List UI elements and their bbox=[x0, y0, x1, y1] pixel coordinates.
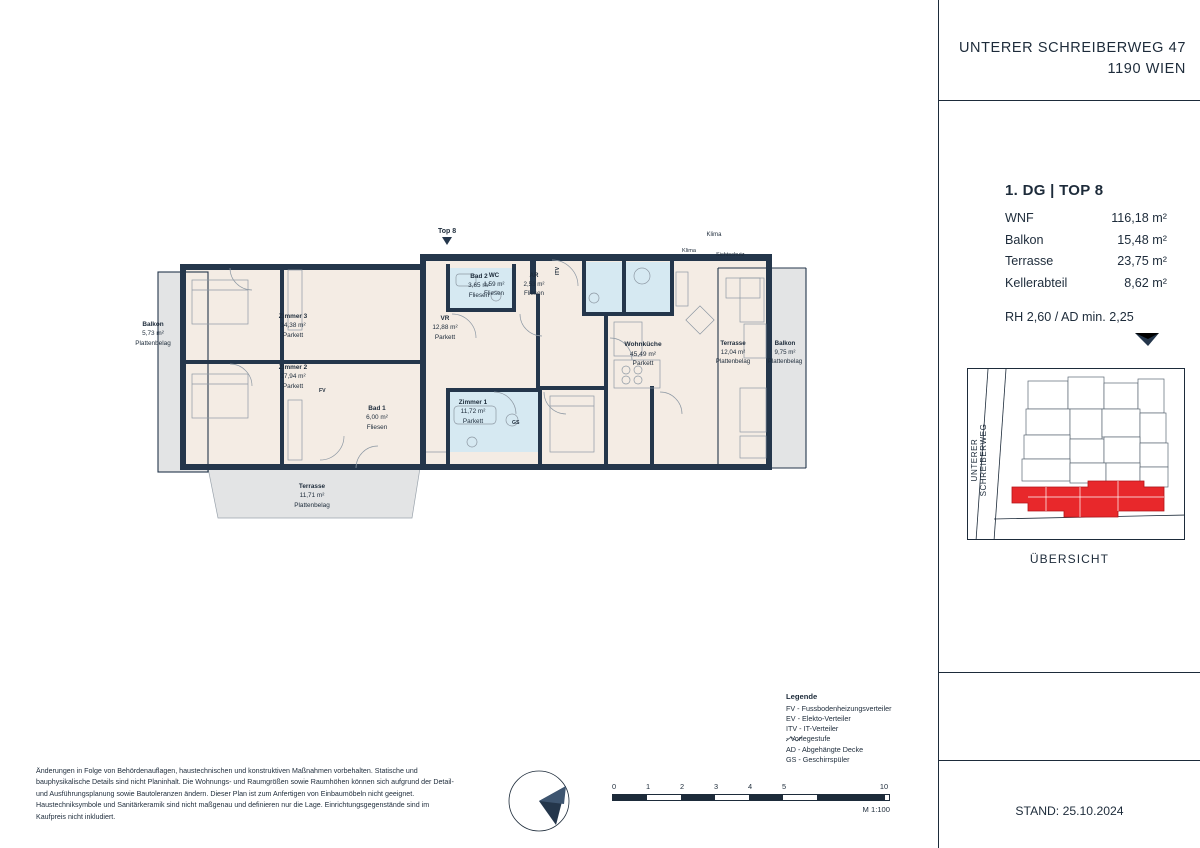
area-value: 8,62 m² bbox=[1124, 275, 1167, 290]
scale-tick: 3 bbox=[713, 782, 719, 791]
scale-tick: 5 bbox=[781, 782, 787, 791]
svg-text:Klima: Klima bbox=[706, 232, 722, 238]
legend-item: - Vorlegestufe bbox=[786, 734, 831, 744]
room-label-balkon-east: Balkon 9,75 m² Plattenbelag bbox=[767, 340, 803, 365]
table-row bbox=[1005, 273, 1167, 295]
area-value: 23,75 m² bbox=[1117, 254, 1167, 269]
area-value: 116,18 m² bbox=[1111, 211, 1167, 225]
legend-title: Legende bbox=[786, 692, 818, 701]
room-label-balkon-west: Balkon 5,73 m² Plattenbelag bbox=[135, 321, 171, 347]
address-line-2: 1190 WIEN bbox=[1107, 61, 1186, 78]
unit-entry-tag-label: Top 8 bbox=[438, 228, 457, 235]
room-label-bad-2: Bad 2 3,65 m² Fliesen bbox=[468, 273, 490, 299]
overview-street-label: UNTERER SCHREIBERWEG bbox=[970, 423, 988, 497]
legend-item: AD - Abgehängte Decke bbox=[786, 744, 864, 754]
overview-caption: ÜBERSICHT bbox=[1029, 552, 1110, 566]
scale-caption: M 1:100 bbox=[862, 805, 890, 814]
plan-date: STAND: 25.10.2024 bbox=[1015, 804, 1124, 818]
vorlegestufe-icon bbox=[786, 736, 802, 742]
room-label-zimmer-1: Zimmer 1 11,72 m² Parkett bbox=[458, 399, 488, 425]
scale-tick: 0 bbox=[611, 782, 617, 791]
project-address bbox=[953, 38, 1186, 80]
scale-tick: 10 bbox=[879, 782, 889, 791]
compass-rose bbox=[508, 770, 570, 832]
legend-item: ITV - IT-Verteiler bbox=[786, 724, 839, 734]
area-label: Kellerabteil bbox=[1005, 275, 1068, 290]
room-label-zimmer-3: Zimmer 3 14,38 m² Parkett bbox=[278, 313, 308, 339]
annotation-itv: ITV bbox=[555, 266, 562, 276]
scale-bar bbox=[612, 782, 890, 822]
legend bbox=[786, 692, 891, 765]
divider bbox=[939, 100, 1200, 101]
north-arrow-icon bbox=[1135, 330, 1161, 348]
area-label: Terrasse bbox=[1005, 254, 1054, 269]
scale-tick: 1 bbox=[645, 782, 651, 791]
table-row bbox=[1005, 208, 1167, 230]
room-label-bad-1: Bad 1 6,00 m² Fliesen bbox=[366, 405, 388, 431]
room-label-terrasse-east: Terrasse 12,04 m² Plattenbelag bbox=[715, 340, 751, 365]
legend-item: EV - Elekto-Verteiler bbox=[786, 714, 851, 723]
area-label: Balkon bbox=[1005, 232, 1044, 247]
divider bbox=[939, 760, 1200, 761]
room-label-ar: AR 2,53 m² Fliesen bbox=[523, 272, 545, 297]
info-panel bbox=[938, 0, 1200, 848]
address-line-1: UNTERER SCHREIBERWEG 47 bbox=[958, 40, 1186, 56]
unit-title: 1. DG | TOP 8 bbox=[1005, 182, 1104, 199]
floor-plan-drawing bbox=[120, 210, 860, 550]
annotation-klima: Klima bbox=[682, 248, 696, 254]
annotation-gs: GS bbox=[512, 420, 520, 426]
legend-item: GS - Geschirrspüler bbox=[786, 754, 850, 764]
area-value: 15,48 m² bbox=[1117, 232, 1167, 247]
room-label-vr: VR 12,88 m² Parkett bbox=[432, 315, 458, 341]
room-label-terrasse-south: Terrasse 11,71 m² Plattenbelag bbox=[294, 483, 330, 509]
legend-item: FV - Fussbodenheizungsverteiler bbox=[786, 703, 892, 713]
unit-area-table bbox=[1005, 208, 1167, 295]
annotation-fv: FV bbox=[319, 388, 326, 394]
table-row bbox=[1005, 251, 1167, 273]
room-label-wohnkueche: Wohnküche 45,49 m² Parkett bbox=[624, 341, 662, 368]
scale-bar-graphic bbox=[612, 794, 890, 801]
table-row bbox=[1005, 230, 1167, 252]
scale-tick: 2 bbox=[679, 782, 685, 791]
room-label-wc: WC 1,59 m² Fliesen bbox=[483, 272, 505, 297]
room-label-zimmer-2: Zimmer 2 17,94 m² Parkett bbox=[278, 364, 308, 390]
entry-arrow-icon bbox=[441, 236, 453, 246]
annotation-sichtschutz: Sichtschutz bbox=[716, 252, 745, 258]
room-height-note: RH 2,60 / AD min. 2,25 bbox=[1005, 310, 1134, 324]
scale-tick: 4 bbox=[747, 782, 753, 791]
unit-entry-tag bbox=[438, 228, 456, 246]
disclaimer-text: Änderungen in Folge von Behördenauflagen, haustechnischen und konstruktiven Maßnahmen vorbehalten. Statische und bauphysikalische Details sind nicht Planinhalt. Die Wohnungs- und Raumgrößen sowie Raumhöhen können sich aufgrund der Detail- und Ausführungsplanung sowie Bautoleranzen ändern. Dieser Plan ist zum Anfertigen von Einbaumöbeln nicht geeignet. Haustechniksymbole und Sanitärkeramik sind nicht maßgenau und definieren nur die Lage. Einrichtungsgegenstände sind im Kaufpreis nicht inkludiert. bbox=[36, 767, 454, 821]
area-label: WNF bbox=[1005, 211, 1034, 225]
overview-map[interactable] bbox=[967, 368, 1185, 540]
divider bbox=[939, 672, 1200, 673]
